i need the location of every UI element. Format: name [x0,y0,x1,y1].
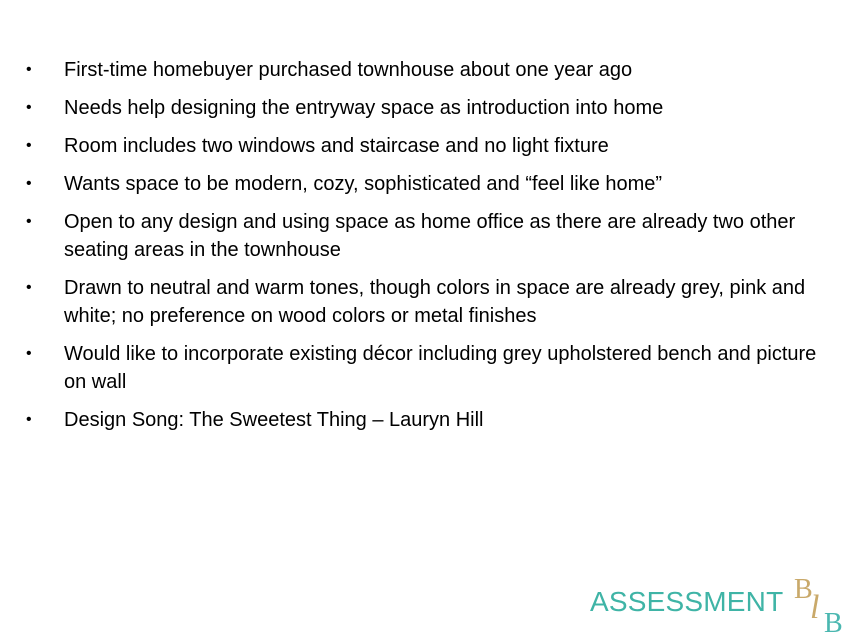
bullet-dot-icon: • [26,99,32,116]
bullet-item [26,94,836,122]
logo-letter-b-bottom: B [824,608,843,636]
bullet-text: Needs help designing the entryway space as introduction into home [64,97,664,119]
bullet-item [26,56,836,84]
logo-letter-l-script: l [810,589,820,626]
bullet-item [26,406,836,434]
bullet-item [26,132,836,160]
bullet-item [26,170,836,198]
bullet-item [26,340,836,396]
bullet-text: Drawn to neutral and warm tones, though colors in space are already grey, pink and white; no preference on wood colors or metal finishes [64,277,806,327]
bullet-item [26,274,836,330]
bullet-dot-icon: • [26,213,32,230]
bullet-text: Open to any design and using space as home office as there are already two other seating areas in the townhouse [64,211,796,261]
bullet-dot-icon: • [26,175,32,192]
bullet-item [26,208,836,264]
bullet-text: First-time homebuyer purchased townhouse about one year ago [64,59,633,81]
bullet-dot-icon: • [26,61,32,78]
bullet-dot-icon: • [26,345,32,362]
bullet-text: Wants space to be modern, cozy, sophisticated and “feel like home” [64,173,663,195]
bullet-text: Design Song: The Sweetest Thing – Lauryn Hill [64,409,484,431]
bullet-list [26,56,836,444]
bullet-dot-icon: • [26,279,32,296]
bb-monogram-logo-icon [790,572,852,636]
section-label: ASSESSMENT [590,586,784,617]
bullet-text: Would like to incorporate existing décor including grey upholstered bench and picture on wall [64,343,817,393]
logo-letter-b-top: B [794,574,813,605]
bullet-text: Room includes two windows and staircase and no light fixture [64,135,609,157]
bullet-dot-icon: • [26,411,32,428]
bullet-dot-icon: • [26,137,32,154]
